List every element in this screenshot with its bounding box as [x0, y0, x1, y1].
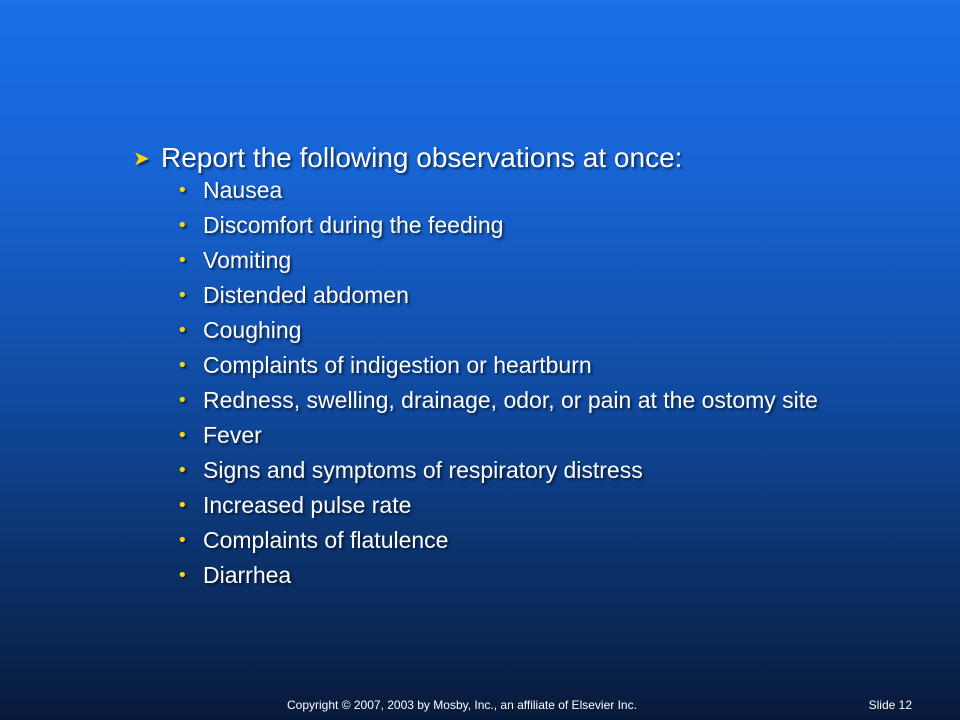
- list-item-text: Diarrhea: [203, 562, 292, 588]
- slide-footer: [0, 698, 960, 714]
- observation-list: [177, 178, 893, 588]
- list-item-text: Increased pulse rate: [203, 492, 412, 518]
- list-item-text: Complaints of indigestion or heartburn: [203, 352, 592, 378]
- list-item-text: Distended abdomen: [203, 282, 409, 308]
- round-bullet-icon: •: [177, 390, 188, 411]
- list-item-text: Coughing: [203, 317, 302, 343]
- list-item-text: Redness, swelling, drainage, odor, or pain at the ostomy site: [203, 387, 818, 413]
- list-item: [177, 353, 893, 378]
- round-bullet-icon: •: [177, 355, 188, 376]
- list-item-text: Discomfort during the feeding: [203, 212, 504, 238]
- round-bullet-icon: •: [177, 460, 188, 481]
- round-bullet-icon: •: [177, 250, 188, 271]
- list-item: [177, 563, 893, 588]
- round-bullet-icon: •: [177, 565, 188, 586]
- list-item: [177, 248, 893, 273]
- round-bullet-icon: •: [177, 425, 188, 446]
- slide-number: Slide 12: [868, 698, 912, 712]
- main-bullet-text: Report the following observations at once:: [161, 142, 683, 173]
- copyright-text: Copyright © 2007, 2003 by Mosby, Inc., an affiliate of Elsevier Inc.: [287, 698, 637, 712]
- list-item-text: Nausea: [203, 177, 283, 203]
- list-item-text: Vomiting: [203, 247, 292, 273]
- list-item: [177, 423, 893, 448]
- round-bullet-icon: •: [177, 215, 188, 236]
- list-item: [177, 528, 893, 553]
- list-item: [177, 458, 893, 483]
- main-bullet: [133, 140, 893, 176]
- list-item: [177, 388, 893, 413]
- round-bullet-icon: •: [177, 180, 188, 201]
- list-item: [177, 493, 893, 518]
- arrowhead-bullet-icon: ➤: [133, 146, 150, 170]
- list-item-text: Fever: [203, 422, 262, 448]
- round-bullet-icon: •: [177, 285, 188, 306]
- round-bullet-icon: •: [177, 530, 188, 551]
- list-item: [177, 283, 893, 308]
- round-bullet-icon: •: [177, 320, 188, 341]
- round-bullet-icon: •: [177, 495, 188, 516]
- list-item: [177, 213, 893, 238]
- list-item: [177, 318, 893, 343]
- list-item-text: Complaints of flatulence: [203, 527, 449, 553]
- list-item: [177, 178, 893, 203]
- list-item-text: Signs and symptoms of respiratory distress: [203, 457, 643, 483]
- slide-content: [133, 140, 893, 598]
